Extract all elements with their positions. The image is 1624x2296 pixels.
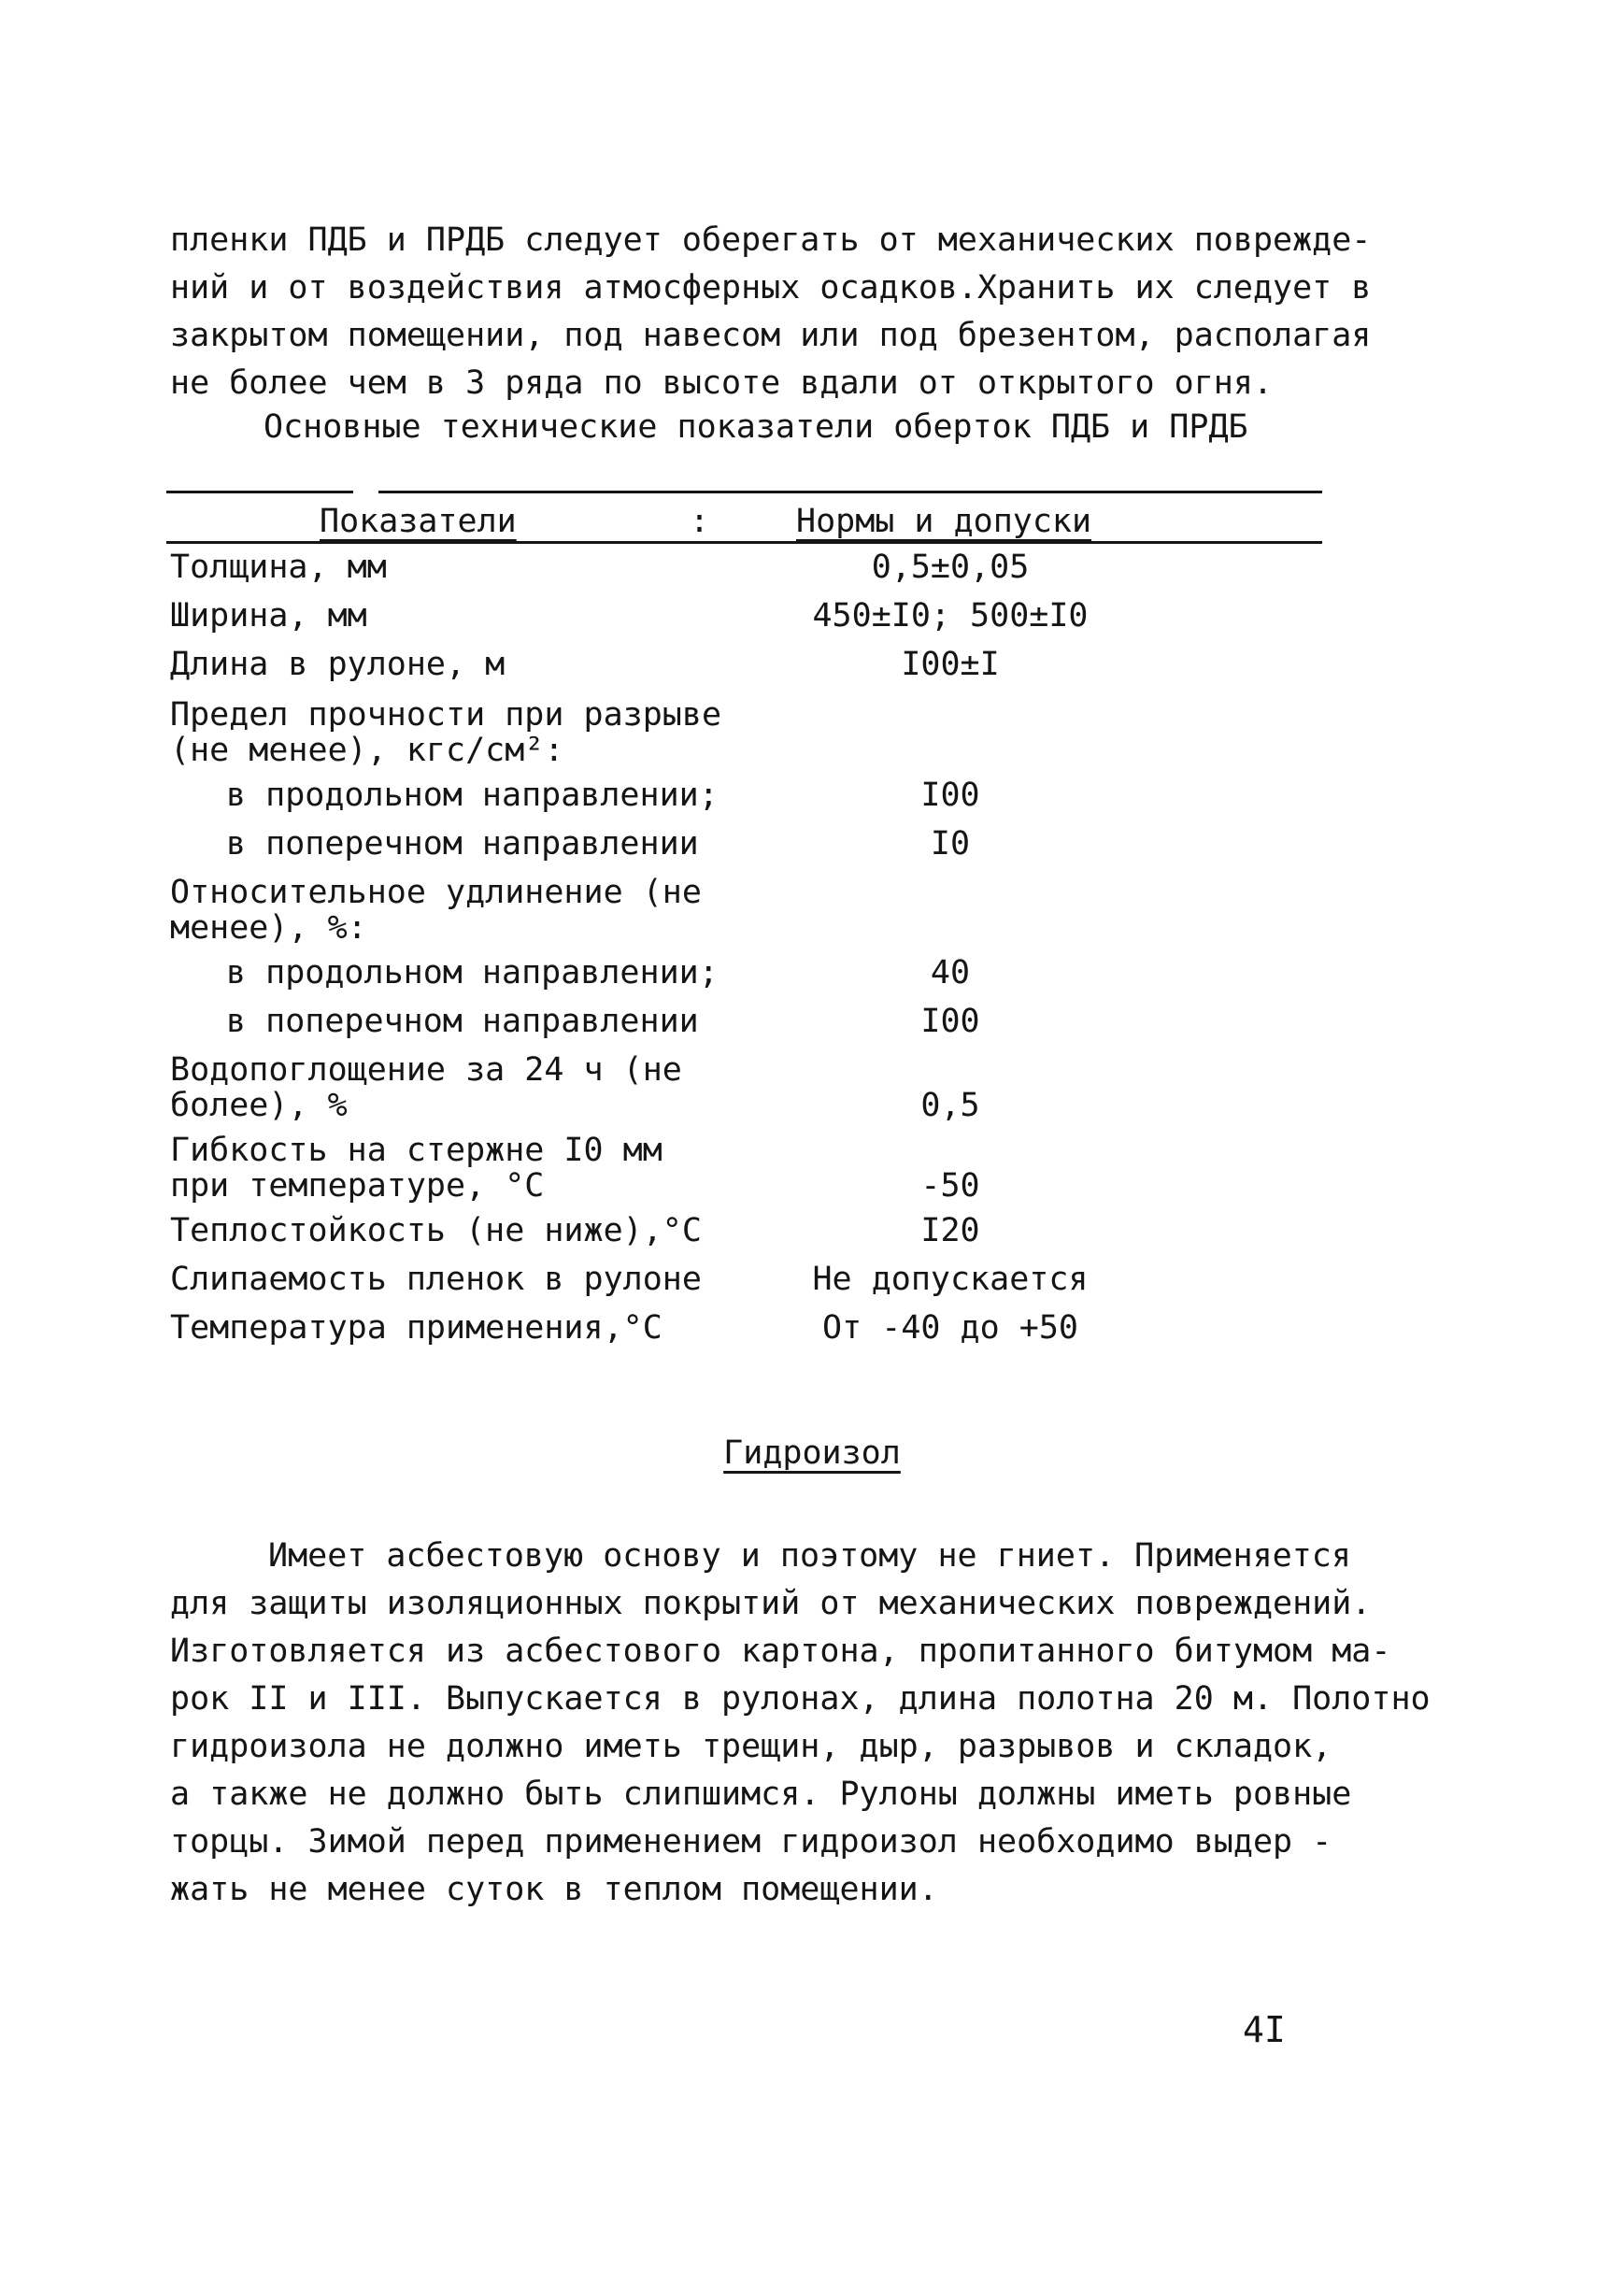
- row-label: [170, 697, 721, 768]
- intro-line: закрытом помещении, под навесом или под брезентом, располагая: [170, 317, 1372, 354]
- row-value: I00±I: [901, 646, 1000, 683]
- row-label-line: Водопоглощение за 24 ч (не: [170, 1051, 682, 1089]
- row-label-line: Гибкость на стержне I0 мм: [170, 1132, 662, 1169]
- row-value: От -40 до +50: [822, 1309, 1078, 1347]
- row-label-line: более), %: [170, 1087, 348, 1124]
- table-header-rule: [166, 541, 1322, 544]
- row-label-line: Толщина, мм: [170, 549, 387, 586]
- row-label-line: в продольном направлении;: [226, 954, 719, 991]
- row-value: I0: [930, 825, 971, 863]
- row-label-line: в поперечном направлении: [226, 825, 699, 863]
- row-label-line: Теплостойкость (не ниже),°С: [170, 1212, 702, 1249]
- section-line: для защиты изоляционных покрытий от механических повреждений.: [170, 1585, 1372, 1622]
- row-label-line: Температура применения,°С: [170, 1309, 662, 1347]
- section-heading: Гидроизол: [723, 1434, 901, 1472]
- row-label-line: Относительное удлинение (не: [170, 874, 702, 911]
- section-line: гидроизола не должно иметь трещин, дыр, разрывов и складок,: [170, 1728, 1332, 1765]
- row-value: 450±I0; 500±I0: [812, 597, 1089, 635]
- row-value: I00: [920, 777, 980, 814]
- section-line: Изготовляется из асбестового картона, пропитанного битумом ма-: [170, 1633, 1391, 1670]
- row-value: I00: [920, 1003, 980, 1040]
- section-paragraph: [170, 1533, 1431, 1914]
- row-label: [170, 1310, 662, 1346]
- row-label-line: Слипаемость пленок в рулоне: [170, 1261, 702, 1298]
- row-label-line: менее), %:: [170, 909, 367, 947]
- row-label: [226, 826, 699, 862]
- section-line: Имеет асбестовую основу и поэтому не гниет. Применяется: [268, 1537, 1351, 1575]
- row-label: [170, 1052, 682, 1123]
- table-header-separator: :: [690, 503, 710, 540]
- intro-line: не более чем в 3 ряда по высоте вдали от открытого огня.: [170, 364, 1274, 402]
- row-label-line: Предел прочности при разрыве: [170, 696, 722, 734]
- section-line: торцы. Зимой перед применением гидроизол необходимо выдер -: [170, 1823, 1332, 1861]
- intro-line: пленки ПДБ и ПРДБ следует оберегать от механических поврежде-: [170, 221, 1372, 259]
- section-line: жать не менее суток в теплом помещении.: [170, 1871, 938, 1908]
- row-label: [170, 1262, 702, 1297]
- row-label-line: в поперечном направлении: [226, 1003, 699, 1040]
- row-value: 0,5±0,05: [871, 549, 1030, 586]
- row-label: [226, 1004, 699, 1039]
- row-label: [170, 598, 367, 634]
- section-line: а также не должно быть слипшимся. Рулоны должны иметь ровные: [170, 1775, 1352, 1813]
- row-label-line: Длина в рулоне, м: [170, 646, 506, 683]
- table-header-norms: Нормы и допуски: [796, 503, 1092, 540]
- intro-paragraph: [170, 217, 1372, 407]
- row-value: -50: [920, 1167, 980, 1205]
- intro-line: ний и от воздействия атмосферных осадков.Хранить их следует в: [170, 269, 1372, 307]
- table-caption: Основные технические показатели оберток ПДБ и ПРДБ: [264, 408, 1248, 446]
- page-number: 4I: [1243, 2009, 1286, 2050]
- table-top-rule-left: [166, 491, 353, 493]
- row-label-line: при температуре, °С: [170, 1167, 545, 1205]
- table-header-parameters: Показатели: [320, 503, 517, 540]
- row-label: [226, 955, 719, 991]
- row-label-line: в продольном направлении;: [226, 777, 719, 814]
- row-label: [170, 875, 702, 946]
- row-label-line: Ширина, мм: [170, 597, 367, 635]
- section-line: рок II и III. Выпускается в рулонах, длина полотна 20 м. Полотно: [170, 1680, 1431, 1718]
- row-value: I20: [920, 1212, 980, 1249]
- row-value: 40: [930, 954, 971, 991]
- row-label: [170, 1213, 702, 1248]
- row-label: [170, 647, 505, 682]
- row-label: [170, 1133, 662, 1204]
- row-label: [170, 549, 387, 585]
- table-top-rule-right: [378, 491, 1322, 493]
- row-label-line: (не менее), кгс/см²:: [170, 732, 564, 769]
- row-value: 0,5: [920, 1087, 980, 1124]
- row-label: [226, 777, 719, 813]
- row-value: Не допускается: [812, 1261, 1089, 1298]
